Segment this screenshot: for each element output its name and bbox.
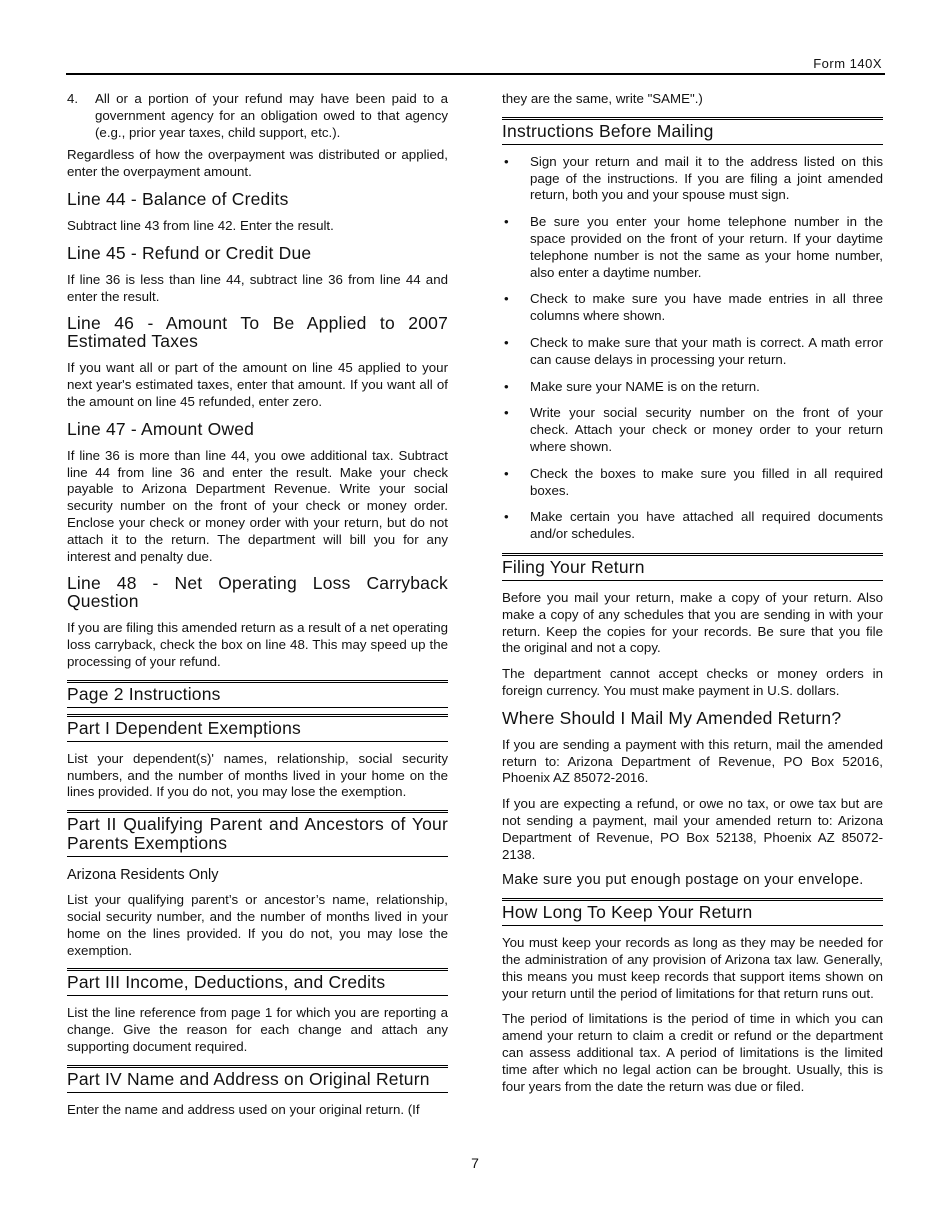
form-label: Form 140X bbox=[813, 56, 882, 71]
paragraph: If line 36 is less than line 44, subtract line 36 from line 44 and enter the result. bbox=[67, 271, 448, 304]
paragraph: List your dependent(s)' names, relationship, social security numbers, and the number of months lived in your home on the lines provided. If you do not, you may lose the exemption. bbox=[67, 750, 448, 800]
part-1-heading: Part I Dependent Exemptions bbox=[67, 714, 448, 742]
part-4-heading: Part IV Name and Address on Original Return bbox=[67, 1065, 448, 1093]
paragraph: List your qualifying parent’s or ancestor’s name, relationship, social security number, and the number of months lived in your home on the lines provided. If you do not, you may lose the exemption. bbox=[67, 892, 448, 958]
paragraph: List the line reference from page 1 for which you are reporting a change. Give the reason for each change and attach any supporting document required. bbox=[67, 1005, 448, 1054]
line-48-heading: Line 48 - Net Operating Loss Carryback Question bbox=[67, 573, 448, 612]
line-46-heading: Line 46 - Amount To Be Applied to 2007 Estimated Taxes bbox=[67, 313, 448, 352]
paragraph: Subtract line 43 from line 42. Enter the result. bbox=[67, 217, 334, 233]
list-item-number: 4. bbox=[67, 91, 79, 106]
list-item: • Write your social security number on the front of your check. Attach your check or money order to your return where shown. bbox=[502, 405, 883, 455]
keep-return-heading: How Long To Keep Your Return bbox=[502, 898, 883, 926]
part-3-heading: Part III Income, Deductions, and Credits bbox=[67, 968, 448, 996]
paragraph: Regardless of how the overpayment was distributed or applied, enter the overpayment amount. bbox=[67, 147, 448, 180]
postage-note: Make sure you put enough postage on your envelope. bbox=[502, 872, 864, 889]
paragraph: The period of limitations is the period of time in which you can amend your return to claim a credit or refund or the department can assess additional tax. A period of limitations is the limited time after which no legal action can be brought. Usually, this is four years from the date the return was due or filed. bbox=[502, 1011, 883, 1094]
line-44-heading: Line 44 - Balance of Credits bbox=[67, 188, 289, 209]
list-item: • Be sure you enter your home telephone number in the space provided on the front of your return. If your daytime telephone number is not the same as your home number, also enter a daytime number. bbox=[502, 214, 883, 281]
list-item: • Make sure your NAME is on the return. bbox=[502, 379, 883, 396]
list-item: • Check the boxes to make sure you filled in all required boxes. bbox=[502, 466, 883, 500]
list-item: • Check to make sure you have made entries in all three columns where shown. bbox=[502, 291, 883, 325]
filing-heading: Filing Your Return bbox=[502, 553, 883, 581]
paragraph: Before you mail your return, make a copy of your return. Also make a copy of any schedules that you are sending in with your return. Keep the copies for your records. Be sure that you file the original and not a copy. bbox=[502, 589, 883, 656]
paragraph: If you want all or part of the amount on line 45 applied to your next year's estimated taxes, enter that amount. If you want all of the amount on line 45 refunded, enter zero. bbox=[67, 360, 448, 409]
paragraph: You must keep your records as long as they may be needed for the administration of any provision of Arizona tax law. Generally, this means you must keep records that support items shown on your return until the period of limitations for that return runs out. bbox=[502, 935, 883, 1001]
list-item: • Make certain you have attached all required documents and/or schedules. bbox=[502, 509, 883, 543]
where-to-mail-heading: Where Should I Mail My Amended Return? bbox=[502, 707, 842, 728]
line-45-heading: Line 45 - Refund or Credit Due bbox=[67, 242, 312, 263]
right-column bbox=[502, 91, 883, 1104]
list-item: • Sign your return and mail it to the address listed on this page of the instructions. If you are filing a joint amended return, both you and your spouse must sign. bbox=[502, 154, 883, 204]
part-2-subheading: Arizona Residents Only bbox=[67, 867, 219, 884]
list-item-text: All or a portion of your refund may have been paid to a government agency for an obligation owed to that agency (e.g., prior year taxes, child support, etc.). bbox=[95, 91, 448, 140]
page-number: 7 bbox=[471, 1155, 479, 1171]
line-47-heading: Line 47 - Amount Owed bbox=[67, 418, 255, 439]
paragraph: If you are filing this amended return as a result of a net operating loss carryback, check the box on line 48. This may speed up the processing of your refund. bbox=[67, 620, 448, 669]
paragraph: they are the same, write "SAME".) bbox=[502, 91, 703, 106]
paragraph: If line 36 is more than line 44, you owe additional tax. Subtract line 44 from line 36 and enter the result. Make your check payable to Arizona Department Revenue. Write your social security number on the front of your check or money order. Enclose your check or money order with your return, but do not attach it to the return. The department will bill you for any interest and penalty due. bbox=[67, 447, 448, 564]
mailing-heading: Instructions Before Mailing bbox=[502, 117, 883, 145]
paragraph: The department cannot accept checks or money orders in foreign currency. You must make payment in U.S. dollars. bbox=[502, 666, 883, 698]
paragraph: If you are sending a payment with this return, mail the amended return to: Arizona Department of Revenue, PO Box 52016, Phoenix AZ 85072-2016. bbox=[502, 736, 883, 786]
header-rule bbox=[66, 73, 885, 75]
list-item bbox=[67, 91, 448, 141]
left-column bbox=[67, 91, 448, 1128]
part-2-heading: Part II Qualifying Parent and Ancestors of Your Parents Exemptions bbox=[67, 810, 448, 857]
page-2-heading: Page 2 Instructions bbox=[67, 680, 448, 708]
paragraph: If you are expecting a refund, or owe no tax, or owe tax but are not sending a payment, mail your amended return to: Arizona Department of Revenue, PO Box 52138, Phoenix AZ 85072-2138. bbox=[502, 796, 883, 862]
mailing-checklist bbox=[502, 154, 883, 543]
list-item: • Check to make sure that your math is correct. A math error can cause delays in processing your return. bbox=[502, 335, 883, 369]
paragraph: Enter the name and address used on your original return. (If bbox=[67, 1101, 420, 1117]
